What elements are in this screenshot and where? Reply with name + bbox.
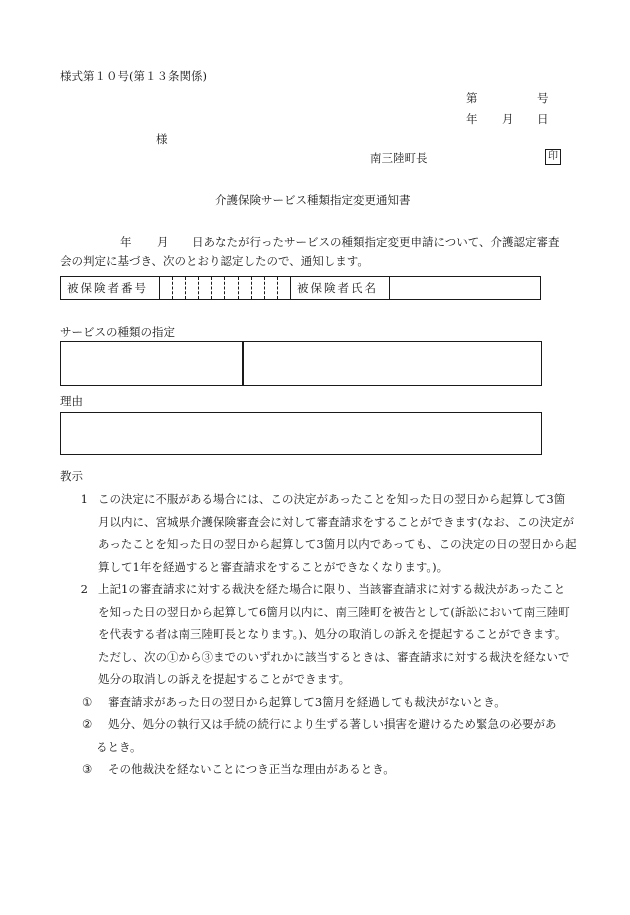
notice-item-number: 2 — [80, 582, 88, 596]
notice-item — [58, 488, 578, 578]
reason-box[interactable] — [60, 412, 542, 455]
notice-line: 上記1の審査請求に対する裁決を経た場合に限り、当該審査請求に対する裁決があったこと — [98, 582, 566, 596]
insured-name-field[interactable] — [390, 277, 541, 300]
service-box-right[interactable] — [242, 341, 542, 386]
issuer-name: 南三陸町長 — [370, 151, 428, 165]
service-label: サービスの種類の指定 — [60, 325, 175, 339]
sub-item-line: その他裁決を経ないことにつき正当な理由があるとき。 — [108, 762, 395, 776]
notice-line: 処分の取消しの訴えを提起することができます。 — [98, 672, 351, 686]
insured-number-digit-cell[interactable] — [199, 277, 212, 299]
service-box-left[interactable] — [60, 341, 244, 386]
notice-sub-item — [58, 758, 578, 781]
insured-number-digit-cell[interactable] — [265, 277, 278, 299]
insured-number-digit-cell[interactable] — [225, 277, 238, 299]
insured-number-digit-cell[interactable] — [186, 277, 199, 299]
sub-item-line: 審査請求があった日の翌日から起算して3箇月を経過しても裁決がないとき。 — [108, 694, 506, 709]
notice-line: この決定に不服がある場合には、この決定があったことを知った日の翌日から起算して3箇 — [98, 492, 566, 506]
intro-line-1: 日あなたが行ったサービスの種類指定変更申請について、介護認定審査 — [192, 235, 560, 249]
notice-line: 算して1年を経過すると審査請求をすることができなくなります。)。 — [98, 559, 449, 574]
intro-line-2: 会の判定に基づき、次のとおり認定したので、通知します。 — [60, 254, 369, 268]
notice-line: を代表する者は南三陸町長となります。)、処分の取消しの訴えを提起することができます。 — [98, 627, 567, 641]
sub-item-line: るとき。 — [96, 739, 142, 754]
insured-info-table — [60, 276, 541, 300]
date-month: 月 — [502, 112, 514, 126]
insured-number-digit-cell[interactable] — [278, 277, 290, 299]
insured-number-label: 被保険者番号 — [61, 277, 160, 300]
document-title: 介護保険サービス種類指定変更通知書 — [215, 193, 411, 207]
addressee-suffix: 様 — [156, 132, 168, 146]
form-id: 様式第１０号(第１３条関係) — [60, 69, 207, 83]
notice-line: 月以内に、宮城県介護保険審査会に対して審査請求をすることができます(なお、この決定が — [98, 514, 574, 529]
sub-item-number: ① — [82, 694, 93, 709]
notice-line: を知った日の翌日から起算して6箇月以内に、南三陸町を被告として(訴訟において南三陸町 — [98, 604, 570, 619]
insured-number-digit-cell[interactable] — [212, 277, 225, 299]
intro-year: 年 — [120, 235, 132, 249]
sub-item-number: ② — [82, 717, 93, 731]
doc-no-go: 号 — [537, 91, 549, 105]
intro-month: 月 — [157, 235, 169, 249]
date-day: 日 — [537, 112, 549, 126]
notice-sub-item — [58, 691, 578, 714]
insured-number-digit-cell[interactable] — [160, 277, 173, 299]
doc-no-dai: 第 — [466, 91, 478, 105]
insured-name-label: 被保険者氏名 — [291, 277, 390, 300]
date-year: 年 — [466, 112, 478, 126]
sub-item-number: ③ — [82, 762, 93, 776]
notice-sub-item — [58, 713, 578, 758]
reason-label: 理由 — [60, 394, 83, 408]
insured-number-digit-cell[interactable] — [239, 277, 252, 299]
seal-stamp: 印 — [545, 149, 561, 165]
insured-number-field[interactable] — [160, 277, 291, 300]
sub-item-line: 処分、処分の執行又は手続の続行により生ずる著しい損害を避けるため緊急の必要があ — [108, 717, 557, 731]
insured-number-digit-cell[interactable] — [252, 277, 265, 299]
notice-item — [58, 578, 578, 691]
notice-line: あったことを知った日の翌日から起算して3箇月以内であっても、この決定の日の翌日から起 — [98, 537, 577, 551]
insured-number-digit-cell[interactable] — [173, 277, 186, 299]
notice-section — [58, 488, 578, 781]
notice-label: 教示 — [60, 469, 83, 483]
notice-item-number: 1 — [80, 492, 88, 506]
notice-line: ただし、次の①から③までのいずれかに該当するときは、審査請求に対する裁決を経ないで — [98, 649, 570, 664]
